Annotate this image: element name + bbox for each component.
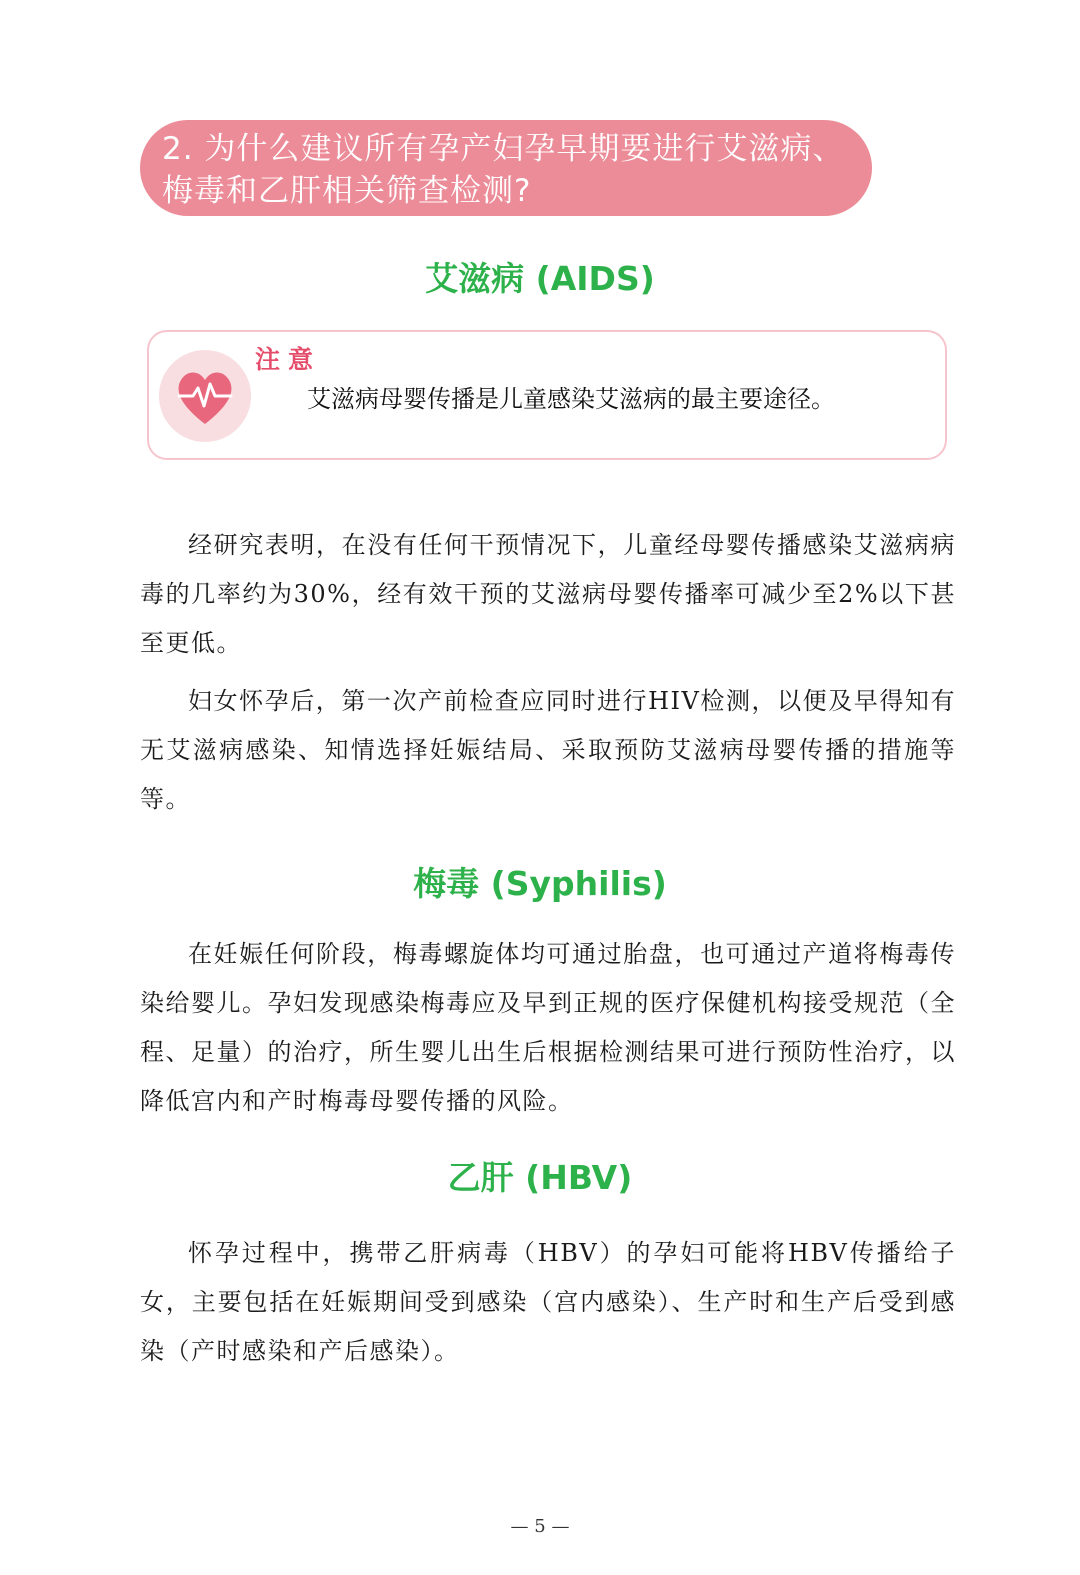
syphilis-paragraph-1: 在妊娠任何阶段，梅毒螺旋体均可通过胎盘，也可通过产道将梅毒传染给婴儿。孕妇发现感染梅毒应及早到正规的医疗保健机构接受规范（全程、足量）的治疗，所生婴儿出生后根据检测结果可进行预防性治疗，以降低宫内和产时梅毒母婴传播的风险。: [140, 940, 956, 1115]
notice-text: 艾滋病母婴传播是儿童感染艾滋病的最主要途径。: [307, 385, 835, 413]
notice-label: 注意: [255, 345, 322, 374]
aids-paragraph-2: 妇女怀孕后，第一次产前检查应同时进行HIV检测，以便及早得知有无艾滋病感染、知情选择妊娠结局、采取预防艾滋病母婴传播的措施等等。: [140, 687, 956, 813]
page-number: — 5 —: [510, 1516, 570, 1537]
heart-badge: [159, 350, 251, 442]
question-title: 2. 为什么建议所有孕产妇孕早期要进行艾滋病、梅毒和乙肝相关筛查检测?: [162, 131, 845, 209]
hbv-heading: 乙肝 (HBV): [447, 1158, 633, 1197]
notice-box: [147, 330, 947, 460]
heart-pulse-icon: [159, 350, 251, 442]
hbv-paragraph-1: 怀孕过程中，携带乙肝病毒（HBV）的孕妇可能将HBV传播给子女，主要包括在妊娠期间受到感染（宫内感染）、生产时和生产后受到感染（产时感染和产后感染）。: [140, 1239, 956, 1365]
aids-heading: 艾滋病 (AIDS): [425, 259, 655, 298]
aids-paragraph-1: 经研究表明，在没有任何干预情况下，儿童经母婴传播感染艾滋病病毒的几率约为30%，经有效干预的艾滋病母婴传播率可减少至2%以下甚至更低。: [140, 531, 956, 657]
syphilis-heading: 梅毒 (Syphilis): [413, 864, 667, 903]
question-banner: [140, 120, 872, 216]
